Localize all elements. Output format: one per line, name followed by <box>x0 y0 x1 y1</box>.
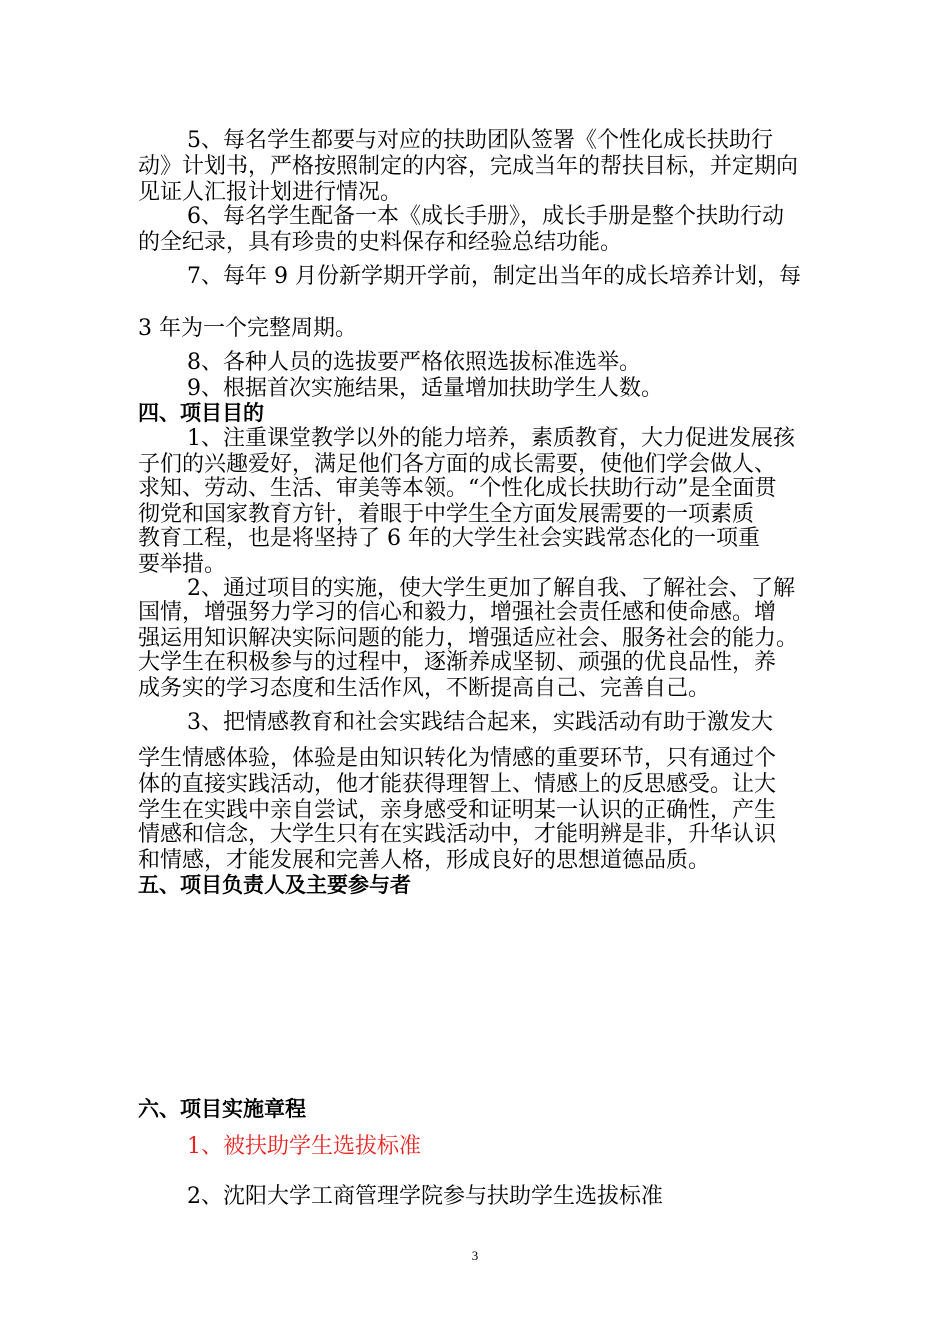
highlighted-item: 1、被扶助学生选拔标准 <box>187 1134 421 1159</box>
paragraph-line: 7、每年 9 月份新学期开学前，制定出当年的成长培养计划，每 <box>187 264 801 289</box>
paragraph-line: 求知、劳动、生活、审美等本领。“个性化成长扶助行动”是全面贯 <box>138 476 777 501</box>
paragraph-line: 见证人汇报计划进行情况。 <box>138 180 403 205</box>
paragraph-line: 2、沈阳大学工商管理学院参与扶助学生选拔标准 <box>187 1184 663 1209</box>
section-heading-4: 四、项目目的 <box>138 401 264 425</box>
paragraph-line: 6、每名学生配备一本《成长手册》，成长手册是整个扶助行动 <box>187 204 784 229</box>
paragraph-line: 体的直接实践活动，他才能获得理智上、情感上的反思感受。让大 <box>138 772 777 797</box>
paragraph-line: 强运用知识解决实际问题的能力，增强适应社会、服务社会的能力。 <box>138 626 799 651</box>
paragraph-line: 大学生在积极参与的过程中，逐渐养成坚韧、顽强的优良品性，养 <box>138 650 777 675</box>
paragraph-line: 教育工程，也是将坚持了 6 年的大学生社会实践常态化的一项重 <box>138 526 760 551</box>
paragraph-line: 学生情感体验，体验是由知识转化为情感的重要环节，只有通过个 <box>138 746 777 771</box>
section-heading-5: 五、项目负责人及主要参与者 <box>138 873 411 897</box>
paragraph-line: 动》计划书，严格按照制定的内容，完成当年的帮扶目标，并定期向 <box>138 154 799 179</box>
paragraph-line: 5、每名学生都要与对应的扶助团队签署《个性化成长扶助行 <box>187 128 773 153</box>
paragraph-line: 国情，增强努力学习的信心和毅力，增强社会责任感和使命感。增 <box>138 600 777 625</box>
paragraph-line: 3、把情感教育和社会实践结合起来，实践活动有助于激发大 <box>187 710 773 735</box>
paragraph-line: 学生在实践中亲自尝试，亲身感受和证明某一认识的正确性，产生 <box>138 798 777 823</box>
page-number: 3 <box>471 1248 479 1263</box>
paragraph-line: 成务实的学习态度和生活作风，不断提高自己、完善自己。 <box>138 676 711 701</box>
section-heading-6: 六、项目实施章程 <box>138 1097 306 1121</box>
paragraph-line: 的全纪录，具有珍贵的史料保存和经验总结功能。 <box>138 230 623 255</box>
paragraph-line: 3 年为一个完整周期。 <box>138 316 357 341</box>
paragraph-line: 要举措。 <box>138 552 227 577</box>
paragraph-line: 8、各种人员的选拔要严格依照选拔标准选举。 <box>187 350 641 375</box>
paragraph-line: 和情感，才能发展和完善人格，形成良好的思想道德品质。 <box>138 848 711 873</box>
paragraph-line: 2、通过项目的实施，使大学生更加了解自我、了解社会、了解 <box>187 576 795 601</box>
paragraph-line: 9、根据首次实施结果，适量增加扶助学生人数。 <box>187 376 663 401</box>
paragraph-line: 彻党和国家教育方针，着眼于中学生全方面发展需要的一项素质 <box>138 502 755 527</box>
paragraph-line: 1、注重课堂教学以外的能力培养，素质教育，大力促进发展孩 <box>187 426 795 451</box>
paragraph-line: 子们的兴趣爱好，满足他们各方面的成长需要，使他们学会做人、 <box>138 452 777 477</box>
paragraph-line: 情感和信念，大学生只有在实践活动中，才能明辨是非，升华认识 <box>138 822 777 847</box>
